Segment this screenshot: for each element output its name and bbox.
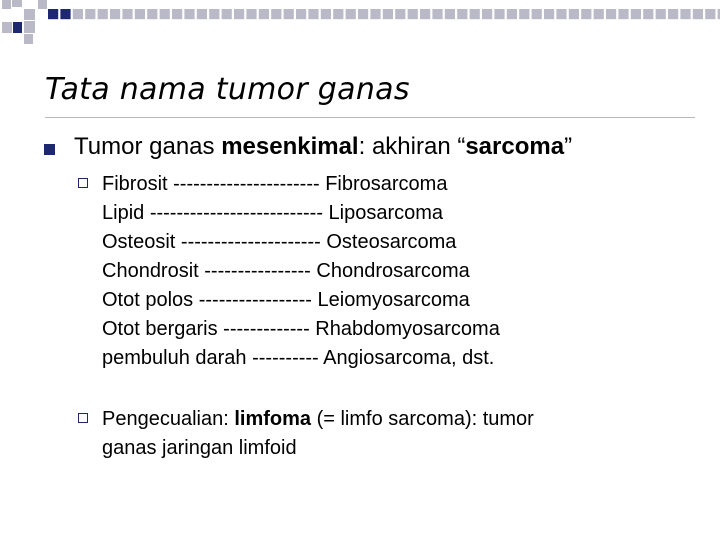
exception-prefix: Pengecualian: (102, 408, 235, 430)
header-grid-square (122, 9, 132, 19)
header-accent-square (24, 21, 35, 33)
header-grid-square (48, 9, 58, 19)
title-divider (45, 117, 695, 118)
header-grid-square (333, 9, 343, 19)
header-grid-square (507, 9, 517, 19)
hollow-square-bullet-icon (78, 178, 88, 188)
header-grid-square (110, 9, 120, 19)
header-grid-square (395, 9, 405, 19)
header-grid-square (432, 9, 442, 19)
header-grid-square (98, 9, 108, 19)
header-grid-square (532, 9, 542, 19)
header-grid-square (85, 9, 95, 19)
header-grid-square (594, 9, 604, 19)
header-grid-square (705, 9, 715, 19)
header-grid-square (693, 9, 703, 19)
tissue-list (102, 170, 500, 373)
tissue-list-item: Otot polos ----------------- Leiomyosarcoma (102, 289, 470, 311)
header-grid-square (383, 9, 393, 19)
main-bullet-bold-sarcoma: sarcoma (465, 133, 565, 160)
header-grid-square (60, 9, 70, 19)
tissue-list-item: Lipid -------------------------- Liposarcoma (102, 202, 444, 224)
header-grid-square (668, 9, 678, 19)
header-grid-square (408, 9, 418, 19)
header-grid-square (346, 9, 356, 19)
header-grid-square (246, 9, 256, 19)
tissue-list-item: Osteosit --------------------- Osteosarcoma (102, 231, 457, 253)
header-accent-square (24, 34, 33, 44)
header-grid-square (631, 9, 641, 19)
square-bullet-icon (44, 144, 55, 155)
header-grid-square (160, 9, 170, 19)
header-grid-square (184, 9, 194, 19)
header-accent-square (2, 0, 11, 9)
header-grid-square (457, 9, 467, 19)
header-grid-square (234, 9, 244, 19)
hollow-square-bullet-icon (78, 413, 88, 423)
header-grid-square (271, 9, 281, 19)
main-bullet-suffix: ” (564, 133, 573, 160)
header-grid-square (618, 9, 628, 19)
header-grid-square (222, 9, 232, 19)
header-accent-square (12, 0, 22, 7)
header-grid-square (656, 9, 666, 19)
main-bullet-text (74, 133, 572, 161)
header-grid-square (581, 9, 591, 19)
header-grid-square (569, 9, 579, 19)
header-grid-square (209, 9, 219, 19)
exception-suffix: (= limfo sarcoma): tumor (311, 408, 534, 430)
exception-line-2: ganas jaringan limfoid (102, 437, 297, 459)
header-accent-square (38, 0, 47, 9)
header-grid-square (73, 9, 83, 19)
header-grid-square (135, 9, 145, 19)
header-grid-square (358, 9, 368, 19)
header-grid-square (308, 9, 318, 19)
header-grid-square (370, 9, 380, 19)
header-accent-squares (2, 0, 47, 44)
header-grid-square (147, 9, 157, 19)
main-bullet-bold-mesenkimal: mesenkimal (221, 133, 359, 160)
header-grid-square (445, 9, 455, 19)
tissue-list-item: pembuluh darah ---------- Angiosarcoma, dst. (102, 347, 495, 369)
header-grid-top-row (48, 9, 720, 19)
header-grid-square (556, 9, 566, 19)
main-bullet-middle: : akhiran “ (358, 133, 466, 160)
header-grid-square (321, 9, 331, 19)
header-grid-square (494, 9, 504, 19)
header-accent-square (13, 22, 22, 33)
slide-title: Tata nama tumor ganas (45, 72, 410, 107)
header-grid-square (544, 9, 554, 19)
main-bullet-prefix: Tumor ganas (74, 133, 222, 160)
header-grid-square (680, 9, 690, 19)
header-grid-square (259, 9, 269, 19)
header-accent-square (2, 22, 12, 33)
header-grid-square (172, 9, 182, 19)
header-grid-square (606, 9, 616, 19)
exception-text (102, 405, 534, 463)
header-accent-square (24, 9, 35, 20)
tissue-list-item: Fibrosit ---------------------- Fibrosarcoma (102, 173, 448, 195)
header-accent-square (13, 9, 24, 20)
tissue-list-item: Chondrosit ---------------- Chondrosarcoma (102, 260, 470, 282)
header-grid-square (284, 9, 294, 19)
exception-line-1 (102, 405, 534, 434)
header-grid-square (296, 9, 306, 19)
header-grid-square (420, 9, 430, 19)
tissue-list-item: Otot bergaris ------------- Rhabdomyosarcoma (102, 318, 500, 340)
header-grid-square (197, 9, 207, 19)
header-grid-square (470, 9, 480, 19)
header-decoration (0, 0, 720, 50)
header-grid-square (482, 9, 492, 19)
header-grid-square (519, 9, 529, 19)
exception-bold-limfoma: limfoma (234, 408, 312, 430)
header-grid-square (643, 9, 653, 19)
